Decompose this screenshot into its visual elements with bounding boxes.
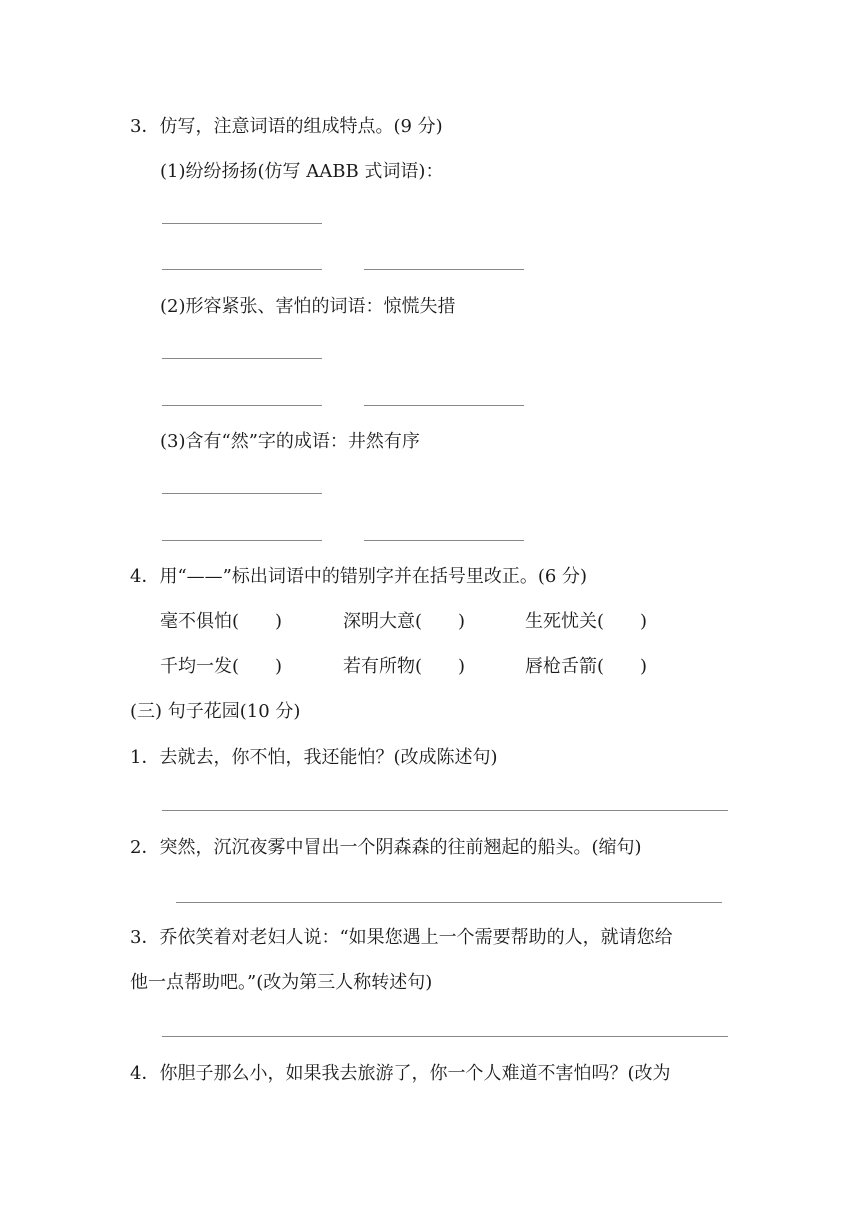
word-item: 深明大意( ) xyxy=(343,611,466,632)
answer-blank[interactable] xyxy=(162,358,322,359)
word-item: 生死忧关( ) xyxy=(525,611,648,632)
answer-line[interactable] xyxy=(176,902,722,903)
q4-title: 4．用“——”标出词语中的错别字并在括号里改正。(6 分) xyxy=(130,566,588,587)
answer-blank[interactable] xyxy=(162,493,322,494)
answer-blank[interactable] xyxy=(162,405,322,406)
answer-blank[interactable] xyxy=(364,540,524,541)
answer-line[interactable] xyxy=(162,810,728,811)
word-item: 千均一发( ) xyxy=(160,656,283,677)
answer-line[interactable] xyxy=(162,1036,728,1037)
answer-blank[interactable] xyxy=(162,223,322,224)
q3-sub2: (2)形容紧张、害怕的词语：惊慌失措 xyxy=(160,296,456,317)
answer-blank[interactable] xyxy=(162,540,322,541)
s3-q3-line2: 他一点帮助吧。”(改为第三人称转述句) xyxy=(130,972,433,993)
answer-blank[interactable] xyxy=(162,269,322,270)
s3-q1: 1．去就去，你不怕，我还能怕？(改成陈述句) xyxy=(130,747,498,768)
q3-sub3: (3)含有“然”字的成语：井然有序 xyxy=(160,431,420,452)
q3-sub1: (1)纷纷扬扬(仿写 AABB 式词语)： xyxy=(160,161,444,182)
word-item: 毫不俱怕( ) xyxy=(160,611,283,632)
section-heading: (三) 句子花园(10 分) xyxy=(130,701,301,722)
q3-title: 3．仿写，注意词语的组成特点。(9 分) xyxy=(130,116,443,137)
s3-q4-line1: 4．你胆子那么小，如果我去旅游了，你一个人难道不害怕吗？(改为 xyxy=(130,1063,671,1084)
word-item: 若有所物( ) xyxy=(343,656,466,677)
answer-blank[interactable] xyxy=(364,269,524,270)
s3-q3-line1: 3．乔依笑着对老妇人说：“如果您遇上一个需要帮助的人，就请您给 xyxy=(130,927,673,948)
word-item: 唇枪舌箭( ) xyxy=(525,656,648,677)
answer-blank[interactable] xyxy=(364,405,524,406)
s3-q2: 2．突然，沉沉夜雾中冒出一个阴森森的往前翘起的船头。(缩句) xyxy=(130,837,642,858)
